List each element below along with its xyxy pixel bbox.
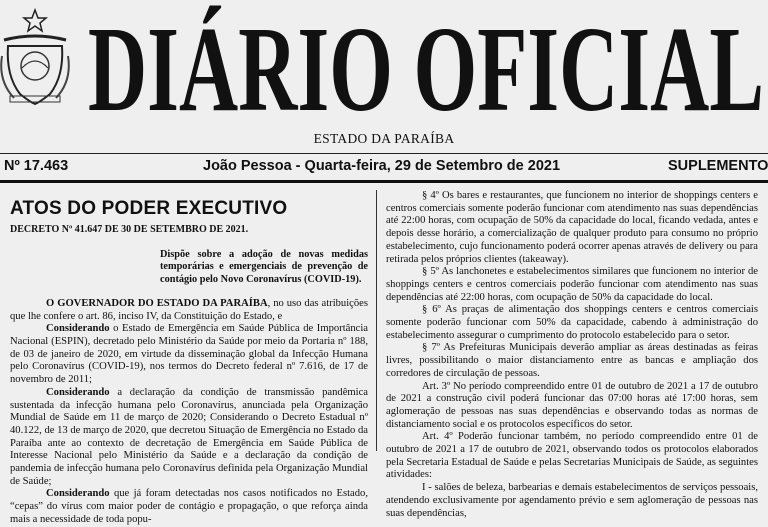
- paragraph: Art. 4º Poderão funcionar também, no período compreendido entre 01 de outubro de 2021 a 17 de outubro de 2021, observando todos os protocolos elaborados pela Secretaria Estadual de Saúde e pelas Secretarias Municipais de Saúde, as seguintes atividades:: [386, 431, 758, 481]
- supplement-label: SUPLEMENTO: [668, 158, 768, 174]
- svg-text:DIÁRIO OFICIAL: DIÁRIO OFICIAL: [88, 4, 764, 120]
- left-column: [10, 190, 368, 527]
- decree-number: DECRETO Nº 41.647 DE 30 DE SETEMBRO DE 2021.: [10, 224, 249, 235]
- paragraph: Considerando o Estado de Emergência em Saúde Pública de Importância Nacional (ESPIN), decretado pelo Ministério da Saúde por meio da Portaria nº 188, de 03 de janeiro de 2020, em virtude da disseminação global da Infecção Humana pelo Coronavírus (COVID-19), nos termos do Decreto federal nº 7.616, de 17 de novembro de 2011;: [10, 323, 368, 386]
- right-column: [386, 190, 758, 520]
- divider: [0, 180, 768, 183]
- divider: [0, 153, 768, 154]
- issue-number: Nº 17.463: [4, 158, 69, 174]
- coat-of-arms-icon: [0, 6, 70, 106]
- paragraph: Art. 3º No período compreendido entre 01 de outubro de 2021 a 17 de outubro de 2021 a construção civil poderá funcionar das 07:00 horas até 17:00 horas, sem aglomeração de pessoas nas suas dependências e observando todas as normas de distanciamento social e os protocolos específicos do setor.: [386, 380, 758, 430]
- paragraph: § 6º As praças de alimentação dos shoppings centers e centros comerciais somente poderão funcionar com 50% da capacidade, cabendo à administração do estabelecimento assegurar o cumprimento do protocolo estabelecido para o setor.: [386, 304, 758, 341]
- paragraph: § 5º As lanchonetes e estabelecimentos similares que funcionem no interior de shoppings centers e centros comerciais poderão funcionar com atendimento nas suas dependências até 22:00 horas, com ocupação de 50% da capacidade do local.: [386, 266, 758, 303]
- masthead-title: [88, 4, 768, 120]
- paragraph: Considerando a declaração da condição de transmissão pandêmica sustentada da infecção humana pelo Coronavírus, anunciada pela Organização Mundial de Saúde em 11 de março de 2020; Considerando o Decreto Estadual nº 40.122, de 13 de março de 2020, que decretou Situação de Emergência no Estado da Paraíba ante ao contexto de decretação de Emergência em Saúde Pública de Interesse Nacional pelo Ministério da Saúde e a declaração da condição de pandemia de infecção humana pelo Coronavírus definida pela Organização Mundial de Saúde;: [10, 386, 368, 487]
- paragraph: I - salões de beleza, barbearias e demais estabelecimentos de serviços pessoais, atendendo exclusivamente por agendamento prévio e sem aglomeração de pessoas nas suas dependências,: [386, 482, 758, 519]
- paragraph: § 4º Os bares e restaurantes, que funcionem no interior de shoppings centers e centros comerciais somente poderão funcionar com atendimento nas suas dependências até 22:00 horas, com ocupação de 50% da capacidade do local, ficando vedada, antes e depois desse horário, a comercialização de qualquer produto para consumo no próprio estabelecimento, cujo funcionamento poderá ocorrer apenas através de delivery ou para retirada pelos próprios clientes (takeaway).: [386, 190, 758, 265]
- section-title: ATOS DO PODER EXECUTIVO: [10, 198, 288, 219]
- paragraph: Considerando que já foram detectadas nos casos notificados no Estado, “cepas” do vírus com maior poder de contágio e propagação, o que reforça ainda mais a necessidade de toda popu-: [10, 488, 368, 525]
- dateline: João Pessoa - Quarta-feira, 29 de Setembro de 2021: [203, 158, 561, 174]
- state-name: ESTADO DA PARAÍBA: [313, 131, 455, 146]
- column-divider: [376, 190, 377, 451]
- info-bar: [0, 156, 768, 178]
- paragraph: § 7º As Prefeituras Municipais deverão ampliar as áreas destinadas as feiras livres, possibilitando o maior distanciamento entre as bancas e ampliação dos corredores de circulação de pessoas.: [386, 342, 758, 379]
- decree-summary: Dispõe sobre a adoção de novas medidas temporárias e emergenciais de prevenção de contágio pelo Novo Coronavírus (COVID-19).: [160, 248, 368, 285]
- paragraph: O GOVERNADOR DO ESTADO DA PARAÍBA, no uso das atribuições que lhe confere o art. 86, inciso IV, da Constituição do Estado, e: [10, 297, 368, 322]
